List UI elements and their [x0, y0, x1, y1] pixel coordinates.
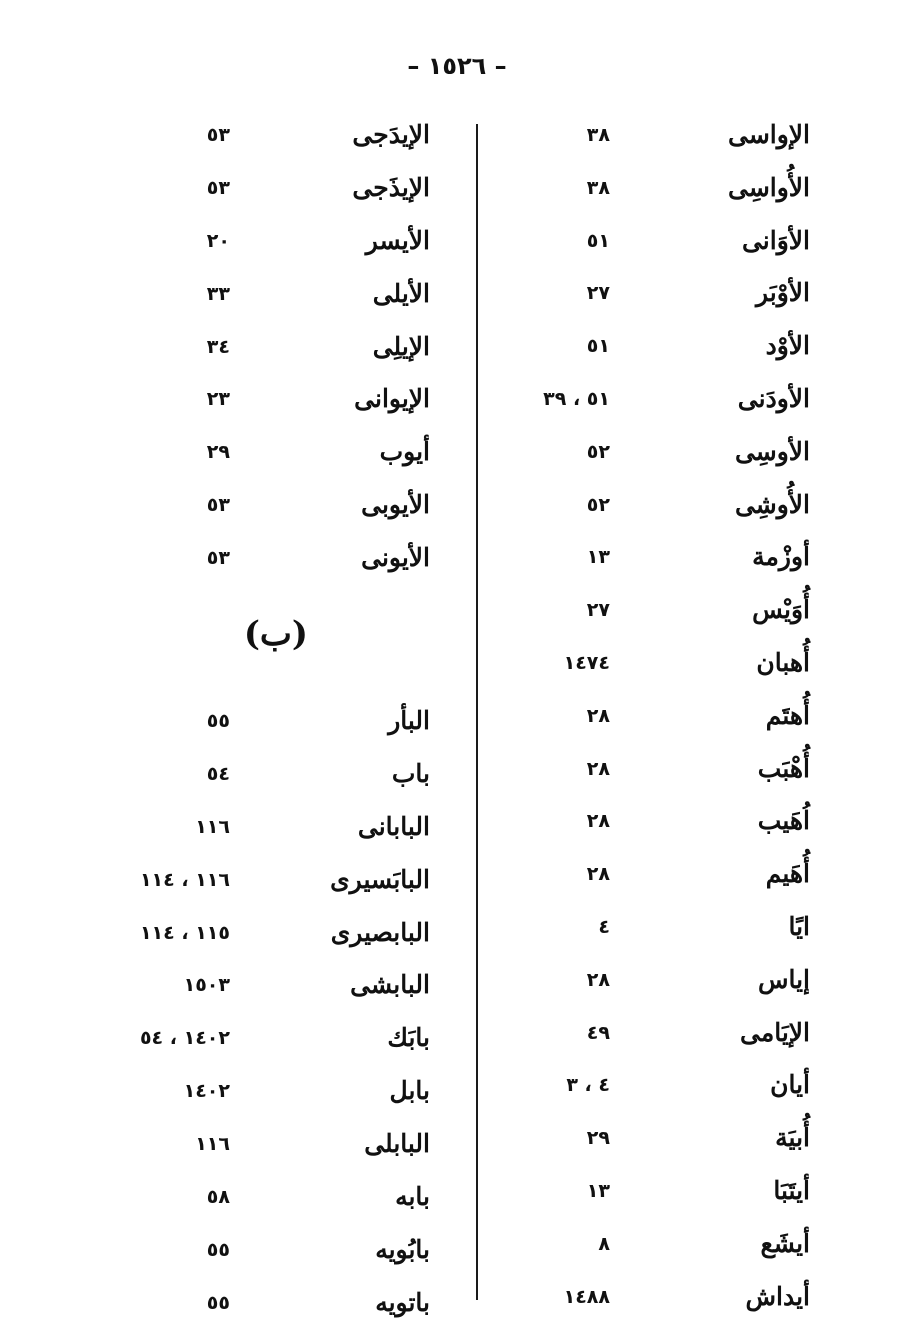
index-entry	[110, 910, 440, 963]
index-entry	[490, 746, 820, 799]
index-entry	[110, 112, 440, 165]
entry-word: بابل	[389, 1076, 430, 1106]
entry-page-numbers: ٥٣	[206, 494, 230, 517]
entry-word: بابَك	[387, 1023, 430, 1053]
index-entry	[490, 429, 820, 482]
entry-page-numbers: ١١٦	[195, 815, 230, 838]
index-entry	[490, 534, 820, 587]
entry-word: الأوْبَر	[755, 278, 810, 308]
index-entry	[110, 1280, 440, 1333]
entry-page-numbers: ٤ ، ٣	[566, 1074, 610, 1097]
entry-page-numbers: ٢٠	[206, 229, 230, 252]
entry-word: الأُوشِى	[734, 489, 810, 519]
index-entry	[490, 376, 820, 429]
entry-page-numbers: ٥٨	[206, 1186, 230, 1209]
entry-page-numbers: ٣٣	[206, 282, 230, 305]
index-entry	[490, 112, 820, 165]
entry-word: أُهتَم	[765, 700, 810, 730]
index-entry	[110, 1227, 440, 1280]
index-entry	[110, 1121, 440, 1174]
entry-word: البابشى	[350, 970, 430, 1000]
entry-word: الإواسى	[727, 120, 810, 149]
entry-page-numbers: ٣٨	[586, 176, 610, 199]
right-column	[490, 112, 820, 1326]
entry-page-numbers: ٥٢	[586, 493, 610, 516]
entry-page-numbers: ٢٨	[586, 968, 610, 991]
entry-page-numbers: ١٣	[586, 1179, 610, 1202]
entry-word: باتويه	[375, 1287, 430, 1317]
index-entry	[490, 851, 820, 904]
index-entry	[110, 1068, 440, 1121]
index-entry	[490, 165, 820, 218]
index-entry	[490, 1115, 820, 1168]
index-entry	[110, 1174, 440, 1227]
entry-page-numbers: ٥٥	[206, 1238, 230, 1261]
index-entry	[490, 218, 820, 271]
entry-word: أُهبان	[756, 647, 810, 677]
entry-word: البابلى	[364, 1129, 430, 1159]
page-number: – ١٥٢٦ –	[407, 52, 507, 80]
entry-word: الأيلى	[372, 278, 430, 308]
index-entry	[490, 1221, 820, 1274]
entry-word: باب	[391, 758, 430, 788]
entry-word: البابَسيرى	[330, 864, 430, 894]
entry-word: إياس	[757, 964, 810, 994]
index-entry	[490, 904, 820, 957]
entry-page-numbers: ١١٦ ، ١١٤	[139, 868, 230, 891]
index-entry	[110, 698, 440, 751]
index-entry	[110, 324, 440, 377]
entry-page-numbers: ٥٣	[206, 547, 230, 570]
index-entry	[110, 962, 440, 1015]
entry-word: أيتَبَا	[773, 1175, 810, 1205]
entry-word: الأودَنى	[737, 383, 810, 413]
entry-word: الإيدَجى	[352, 120, 430, 149]
entry-word: بابه	[395, 1182, 430, 1212]
section-letter: (ب)	[243, 614, 308, 655]
entry-word: البأر	[388, 706, 430, 736]
entry-word: الأيسر	[365, 225, 430, 255]
entry-page-numbers: ٢٨	[586, 810, 610, 833]
entry-word: الأيونى	[361, 543, 430, 573]
index-entry	[110, 751, 440, 804]
entry-word: الأيوبى	[361, 490, 430, 520]
index-entry	[490, 587, 820, 640]
entry-page-numbers: ١٣	[586, 546, 610, 569]
entry-page-numbers: ٢٨	[586, 757, 610, 780]
entry-word: أُهْبَب	[757, 753, 810, 783]
section-heading-ba	[110, 588, 440, 698]
entry-page-numbers: ٥٥	[206, 710, 230, 733]
entry-word: أُهَيم	[765, 859, 810, 889]
entry-page-numbers: ٥١ ، ٣٩	[543, 387, 610, 410]
entry-word: الأُواسِى	[727, 172, 810, 202]
entry-page-numbers: ١١٦	[195, 1133, 230, 1156]
entry-word: الإيوانى	[354, 384, 430, 414]
entry-word: أيشَع	[760, 1228, 810, 1258]
entry-word: أُوَيْس	[752, 595, 810, 625]
entry-page-numbers: ٥٢	[586, 440, 610, 463]
entry-word: الإيلِى	[372, 331, 430, 361]
entry-word: أُبيَة	[775, 1123, 810, 1153]
entry-word: البابصيرى	[330, 917, 430, 947]
entry-page-numbers: ٢٩	[586, 1127, 610, 1150]
entry-word: الأوَانى	[741, 225, 810, 255]
index-entry	[490, 1274, 820, 1327]
index-entry	[490, 640, 820, 693]
index-entry	[490, 693, 820, 746]
entry-page-numbers: ٢٣	[206, 388, 230, 411]
index-entry	[110, 804, 440, 857]
left-column	[110, 112, 440, 1333]
entry-page-numbers: ١٥٠٣	[183, 974, 230, 997]
entry-page-numbers: ٢٨	[586, 863, 610, 886]
entry-page-numbers: ١٤٠٢	[183, 1080, 230, 1103]
entry-page-numbers: ٣٤	[206, 335, 230, 358]
index-entry	[110, 482, 440, 535]
entry-page-numbers: ١٤٧٤	[563, 651, 610, 674]
entry-word: أيوب	[379, 437, 430, 467]
entry-page-numbers: ٥٣	[206, 176, 230, 199]
column-divider	[476, 124, 478, 1300]
entry-page-numbers: ٢٧	[586, 599, 610, 622]
index-entry	[490, 798, 820, 851]
entry-page-numbers: ١٤٠٢ ، ٥٤	[139, 1027, 230, 1050]
entry-page-numbers: ٥١	[586, 335, 610, 358]
entry-page-numbers: ٥١	[586, 229, 610, 252]
entry-page-numbers: ٥٤	[206, 762, 230, 785]
entry-word: الأوْد	[765, 331, 810, 361]
index-entry	[490, 1168, 820, 1221]
entry-page-numbers: ٤٩	[586, 1021, 610, 1044]
entry-word: بابُويه	[375, 1234, 430, 1264]
entry-page-numbers: ٨	[598, 1232, 610, 1255]
entry-word: اُهَيب	[757, 806, 810, 836]
index-entry	[110, 429, 440, 482]
entry-page-numbers: ٢٩	[206, 441, 230, 464]
index-entry	[490, 323, 820, 376]
index-entry	[110, 271, 440, 324]
index-entry	[110, 1015, 440, 1068]
index-entry	[110, 535, 440, 588]
index-entry	[490, 1062, 820, 1115]
entry-page-numbers: ١١٥ ، ١١٤	[139, 921, 230, 944]
entry-word: الإيَامى	[739, 1017, 810, 1047]
entry-page-numbers: ١٤٨٨	[563, 1285, 610, 1308]
entry-word: الإيذَجى	[352, 172, 430, 202]
index-entry	[110, 376, 440, 429]
entry-page-numbers: ٢٧	[586, 282, 610, 305]
entry-page-numbers: ٣٨	[586, 124, 610, 146]
entry-word: ايًا	[788, 911, 810, 941]
index-entry	[490, 1010, 820, 1063]
index-entry	[110, 857, 440, 910]
index-entry	[490, 270, 820, 323]
entry-word: أيداش	[745, 1281, 810, 1311]
entry-page-numbers: ٥٣	[206, 124, 230, 146]
index-entry	[110, 165, 440, 218]
index-entry	[490, 482, 820, 535]
entry-word: الأوسِى	[734, 436, 810, 466]
entry-page-numbers: ٢٨	[586, 704, 610, 727]
index-entry	[490, 957, 820, 1010]
entry-word: أيان	[770, 1070, 810, 1100]
entry-word: أوزْمة	[752, 542, 810, 572]
index-entry	[110, 218, 440, 271]
entry-word: البابانى	[357, 811, 430, 841]
entry-page-numbers: ٥٥	[206, 1291, 230, 1314]
entry-page-numbers: ٤	[598, 915, 610, 938]
